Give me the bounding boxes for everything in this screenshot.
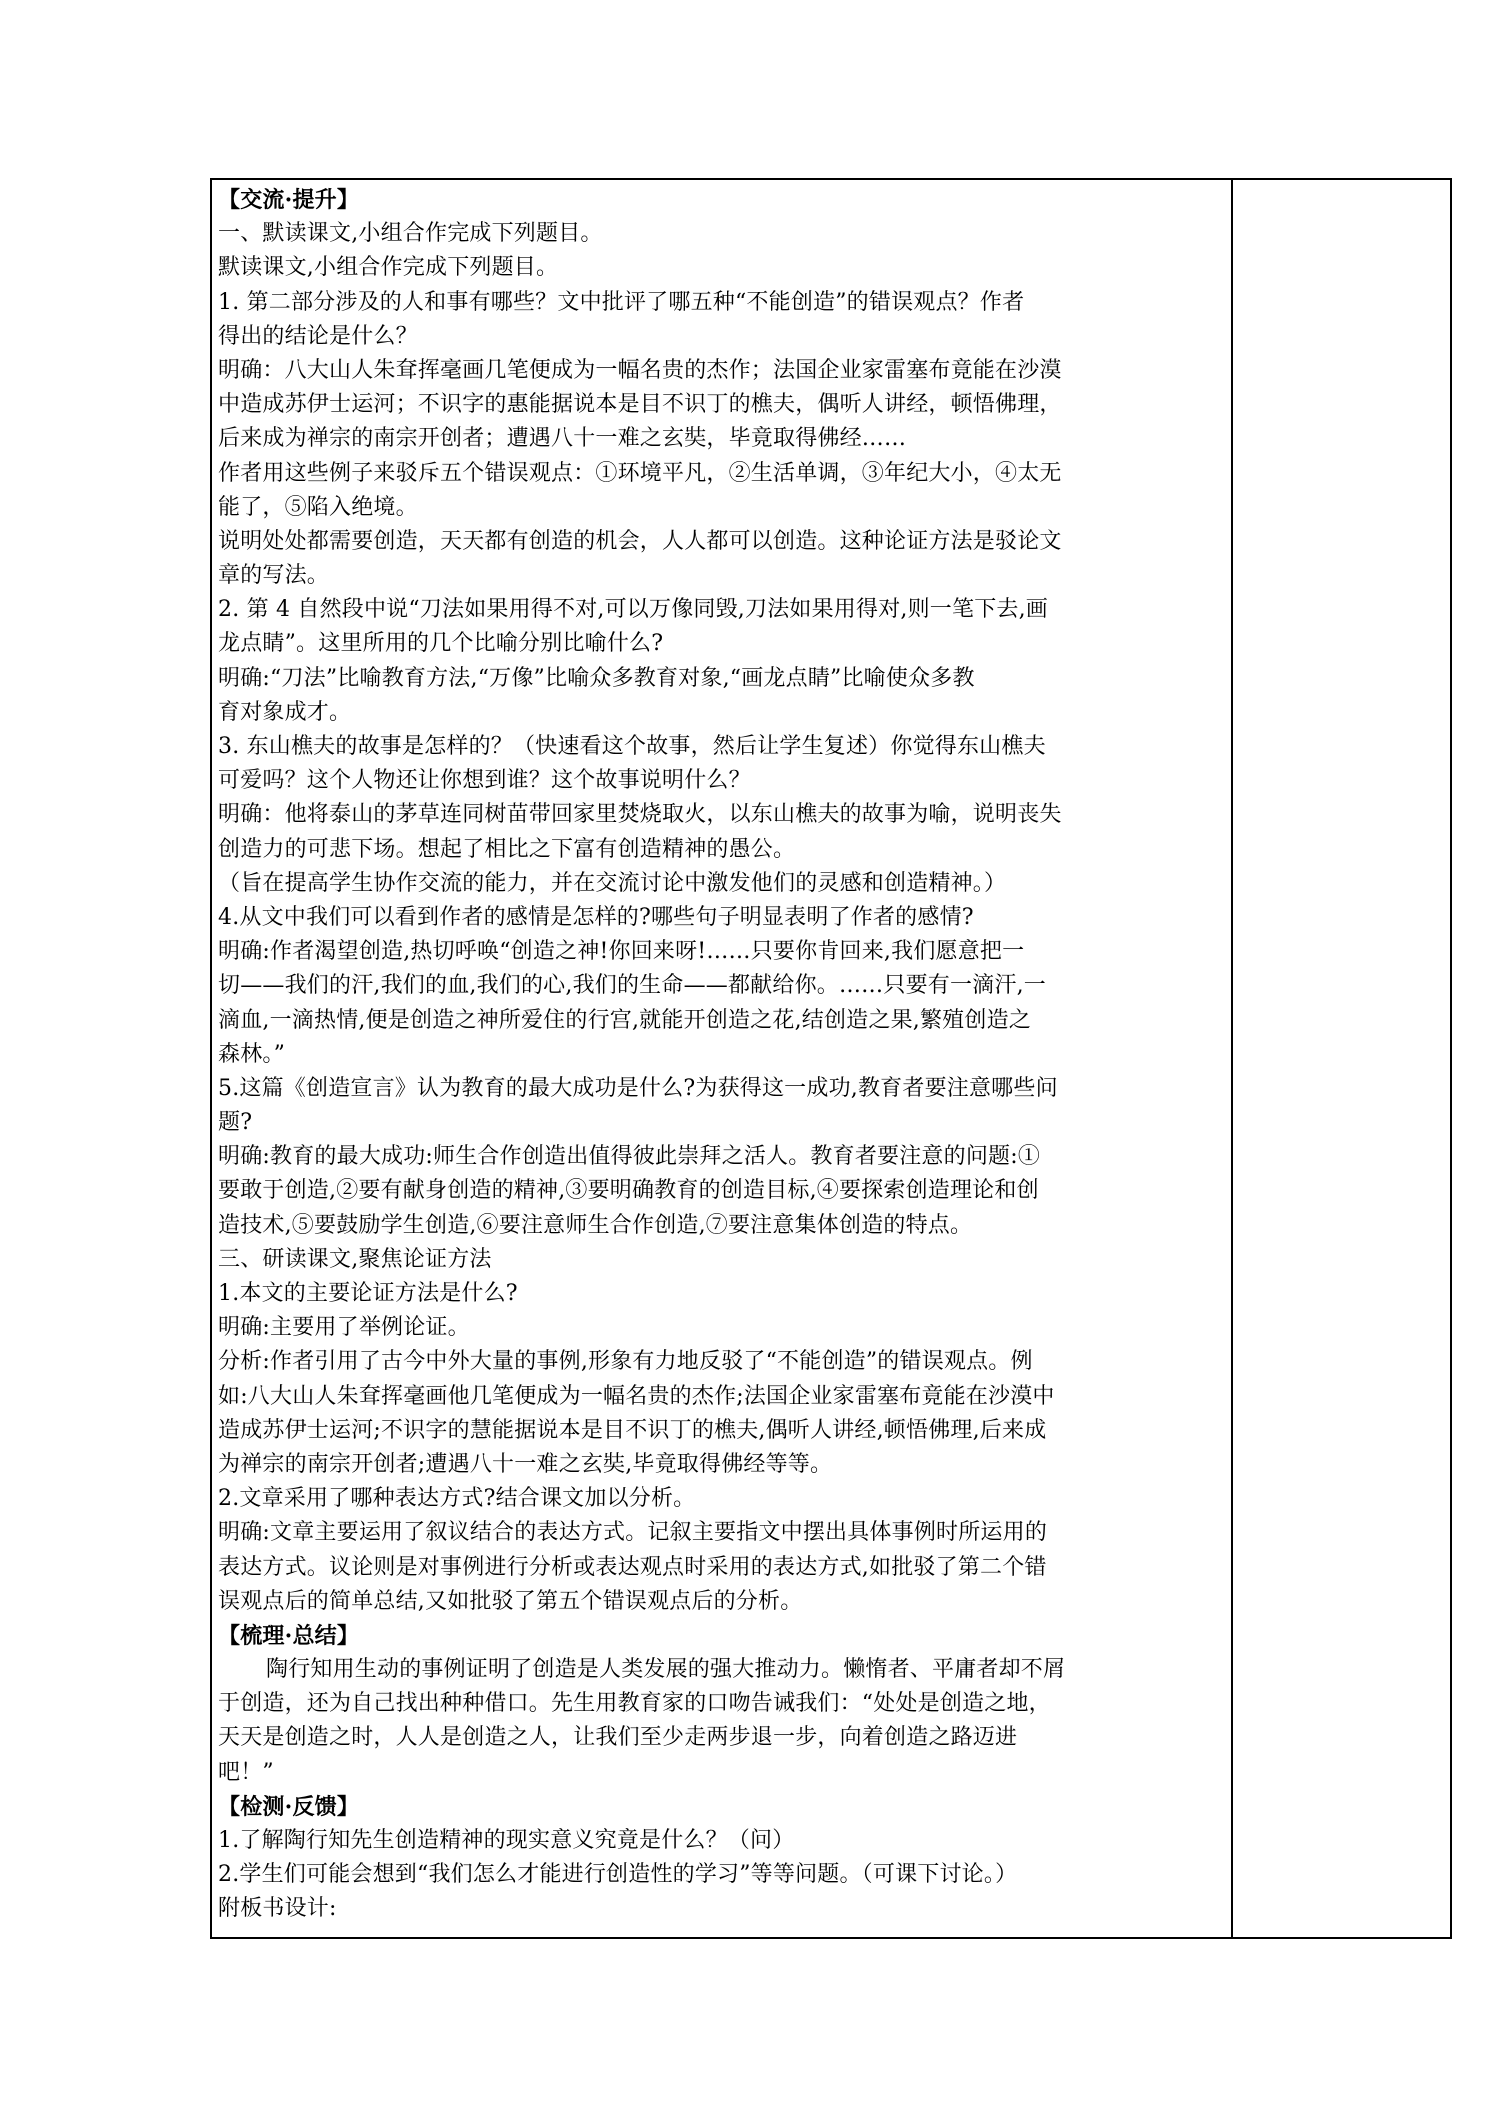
text-line: 要敢于创造,②要有献身创造的精神,③要明确教育的创造目标,④要探索创造理论和创 [218,1178,1039,1204]
text-line: 附板书设计: [218,1896,337,1922]
text-line: 中造成苏伊士运河；不识字的惠能据说本是目不识丁的樵夫，偶听人讲经，顿悟佛理， [218,392,1062,418]
text-line: 表达方式。议论则是对事例进行分析或表达观点时采用的表达方式,如批驳了第二个错 [218,1554,1047,1580]
text-line: 误观点后的简单总结,又如批驳了第五个错误观点后的分析。 [218,1588,803,1614]
text-line: 说明处处都需要创造，天天都有创造的机会，人人都可以创造。这种论证方法是驳论文 [218,528,1062,554]
text-line: 1.本文的主要论证方法是什么? [218,1281,518,1306]
column-divider [1231,178,1233,1939]
text-line: 陶行知用生动的事例证明了创造是人类发展的强大推动力。懒惰者、平庸者却不屑 [266,1657,1066,1683]
text-line: 创造力的可悲下场。想起了相比之下富有创造精神的愚公。 [218,836,796,862]
text-line: 造成苏伊士运河;不识字的慧能据说本是目不识丁的樵夫,偶听人讲经,顿悟佛理,后来成 [218,1417,1047,1443]
text-line: 题? [218,1110,253,1136]
text-line: 明确:“刀法”比喻教育方法,“万像”比喻众多教育对象,“画龙点睛”比喻使众多教 [218,665,975,691]
text-line: 1. 第二部分涉及的人和事有哪些？文中批评了哪五种“不能创造”的错误观点？作者 [218,289,1025,315]
text-line: 章的写法。 [218,563,330,589]
text-line: 森林。” [218,1041,286,1067]
text-line: 2.学生们可能会想到“我们怎么才能进行创造性的学习”等等问题。（可课下讨论。） [218,1862,1018,1888]
text-line: 育对象成才。 [218,699,352,725]
text-line: 3. 东山樵夫的故事是怎样的？（快速看这个故事，然后让学生复述）你觉得东山樵夫 [218,734,1046,759]
text-line: 一、默读课文,小组合作完成下列题目。 [218,221,603,247]
text-line: 明确:教育的最大成功:师生合作创造出值得彼此崇拜之活人。教育者要注意的问题:① [218,1144,1041,1170]
section-heading: 【交流·提升】 [218,187,360,213]
text-line: 明确：他将泰山的茅草连同树苗带回家里焚烧取火，以东山樵夫的故事为喻，说明丧失 [218,802,1062,828]
text-line: 为禅宗的南宗开创者;遭遇八十一难之玄奘,毕竟取得佛经等等。 [218,1451,833,1477]
text-line: 明确：八大山人朱耷挥毫画几笔便成为一幅名贵的杰作；法国企业家雷塞布竟能在沙漠 [218,357,1062,383]
section-heading: 【检测·反馈】 [218,1793,360,1820]
text-line: 造技术,⑤要鼓励学生创造,⑥要注意师生合作创造,⑦要注意集体创造的特点。 [218,1212,973,1238]
text-line: 明确:作者渴望创造,热切呼唤“创造之神!你回来呀!……只要你肯回来,我们愿意把一 [218,939,1025,965]
text-line: 明确:主要用了举例论证。 [218,1315,470,1341]
text-line: 可爱吗？这个人物还让你想到谁？这个故事说明什么？ [218,768,751,794]
text-line: （旨在提高学生协作交流的能力，并在交流讨论中激发他们的灵感和创造精神。） [218,870,1007,896]
text-line: 4.从文中我们可以看到作者的感情是怎样的?哪些句子明显表明了作者的感情? [218,904,974,930]
lesson-content [218,183,1222,1927]
text-line: 2.文章采用了哪种表达方式?结合课文加以分析。 [218,1486,696,1512]
text-line: 分析:作者引用了古今中外大量的事例,形象有力地反驳了“不能创造”的错误观点。例 [218,1349,1033,1375]
text-line: 于创造，还为自己找出种种借口。先生用教育家的口吻告诫我们：“处处是创造之地， [218,1691,1051,1717]
text-line: 后来成为禅宗的南宗开创者；遭遇八十一难之玄奘，毕竟取得佛经…… [218,426,907,452]
text-line: 滴血,一滴热情,便是创造之神所爱住的行宫,就能开创造之花,结创造之果,繁殖创造之 [218,1007,1031,1033]
text-line: 能了，⑤陷入绝境。 [218,494,418,520]
text-line: 得出的结论是什么？ [218,323,418,349]
section-heading: 【梳理·总结】 [218,1622,360,1649]
text-line: 2. 第 4 自然段中说“刀法如果用得不对,可以万像同毁,刀法如果用得对,则一笔下去,画 [218,597,1048,623]
text-line: 三、研读课文,聚焦论证方法 [218,1246,492,1272]
text-line: 5.这篇《创造宣言》认为教育的最大成功是什么?为获得这一成功,教育者要注意哪些问 [218,1075,1058,1101]
text-line: 明确:文章主要运用了叙议结合的表达方式。记叙主要指文中摆出具体事例时所运用的 [218,1520,1048,1546]
text-line: 吧！” [218,1759,274,1785]
text-line: 默读课文,小组合作完成下列题目。 [218,255,559,281]
text-line: 切——我们的汗,我们的血,我们的心,我们的生命——都献给你。……只要有一滴汗,一 [218,973,1046,999]
text-line: 天天是创造之时，人人是创造之人，让我们至少走两步退一步，向着创造之路迈进 [218,1725,1018,1751]
text-line: 龙点睛”。这里所用的几个比喻分别比喻什么? [218,631,664,657]
text-line: 如:八大山人朱耷挥毫画他几笔便成为一幅名贵的杰作;法国企业家雷塞布竟能在沙漠中 [218,1383,1055,1409]
text-line: 作者用这些例子来驳斥五个错误观点：①环境平凡，②生活单调，③年纪大小，④太无 [218,460,1062,486]
text-line: 1.了解陶行知先生创造精神的现实意义究竟是什么？（问） [218,1828,795,1853]
